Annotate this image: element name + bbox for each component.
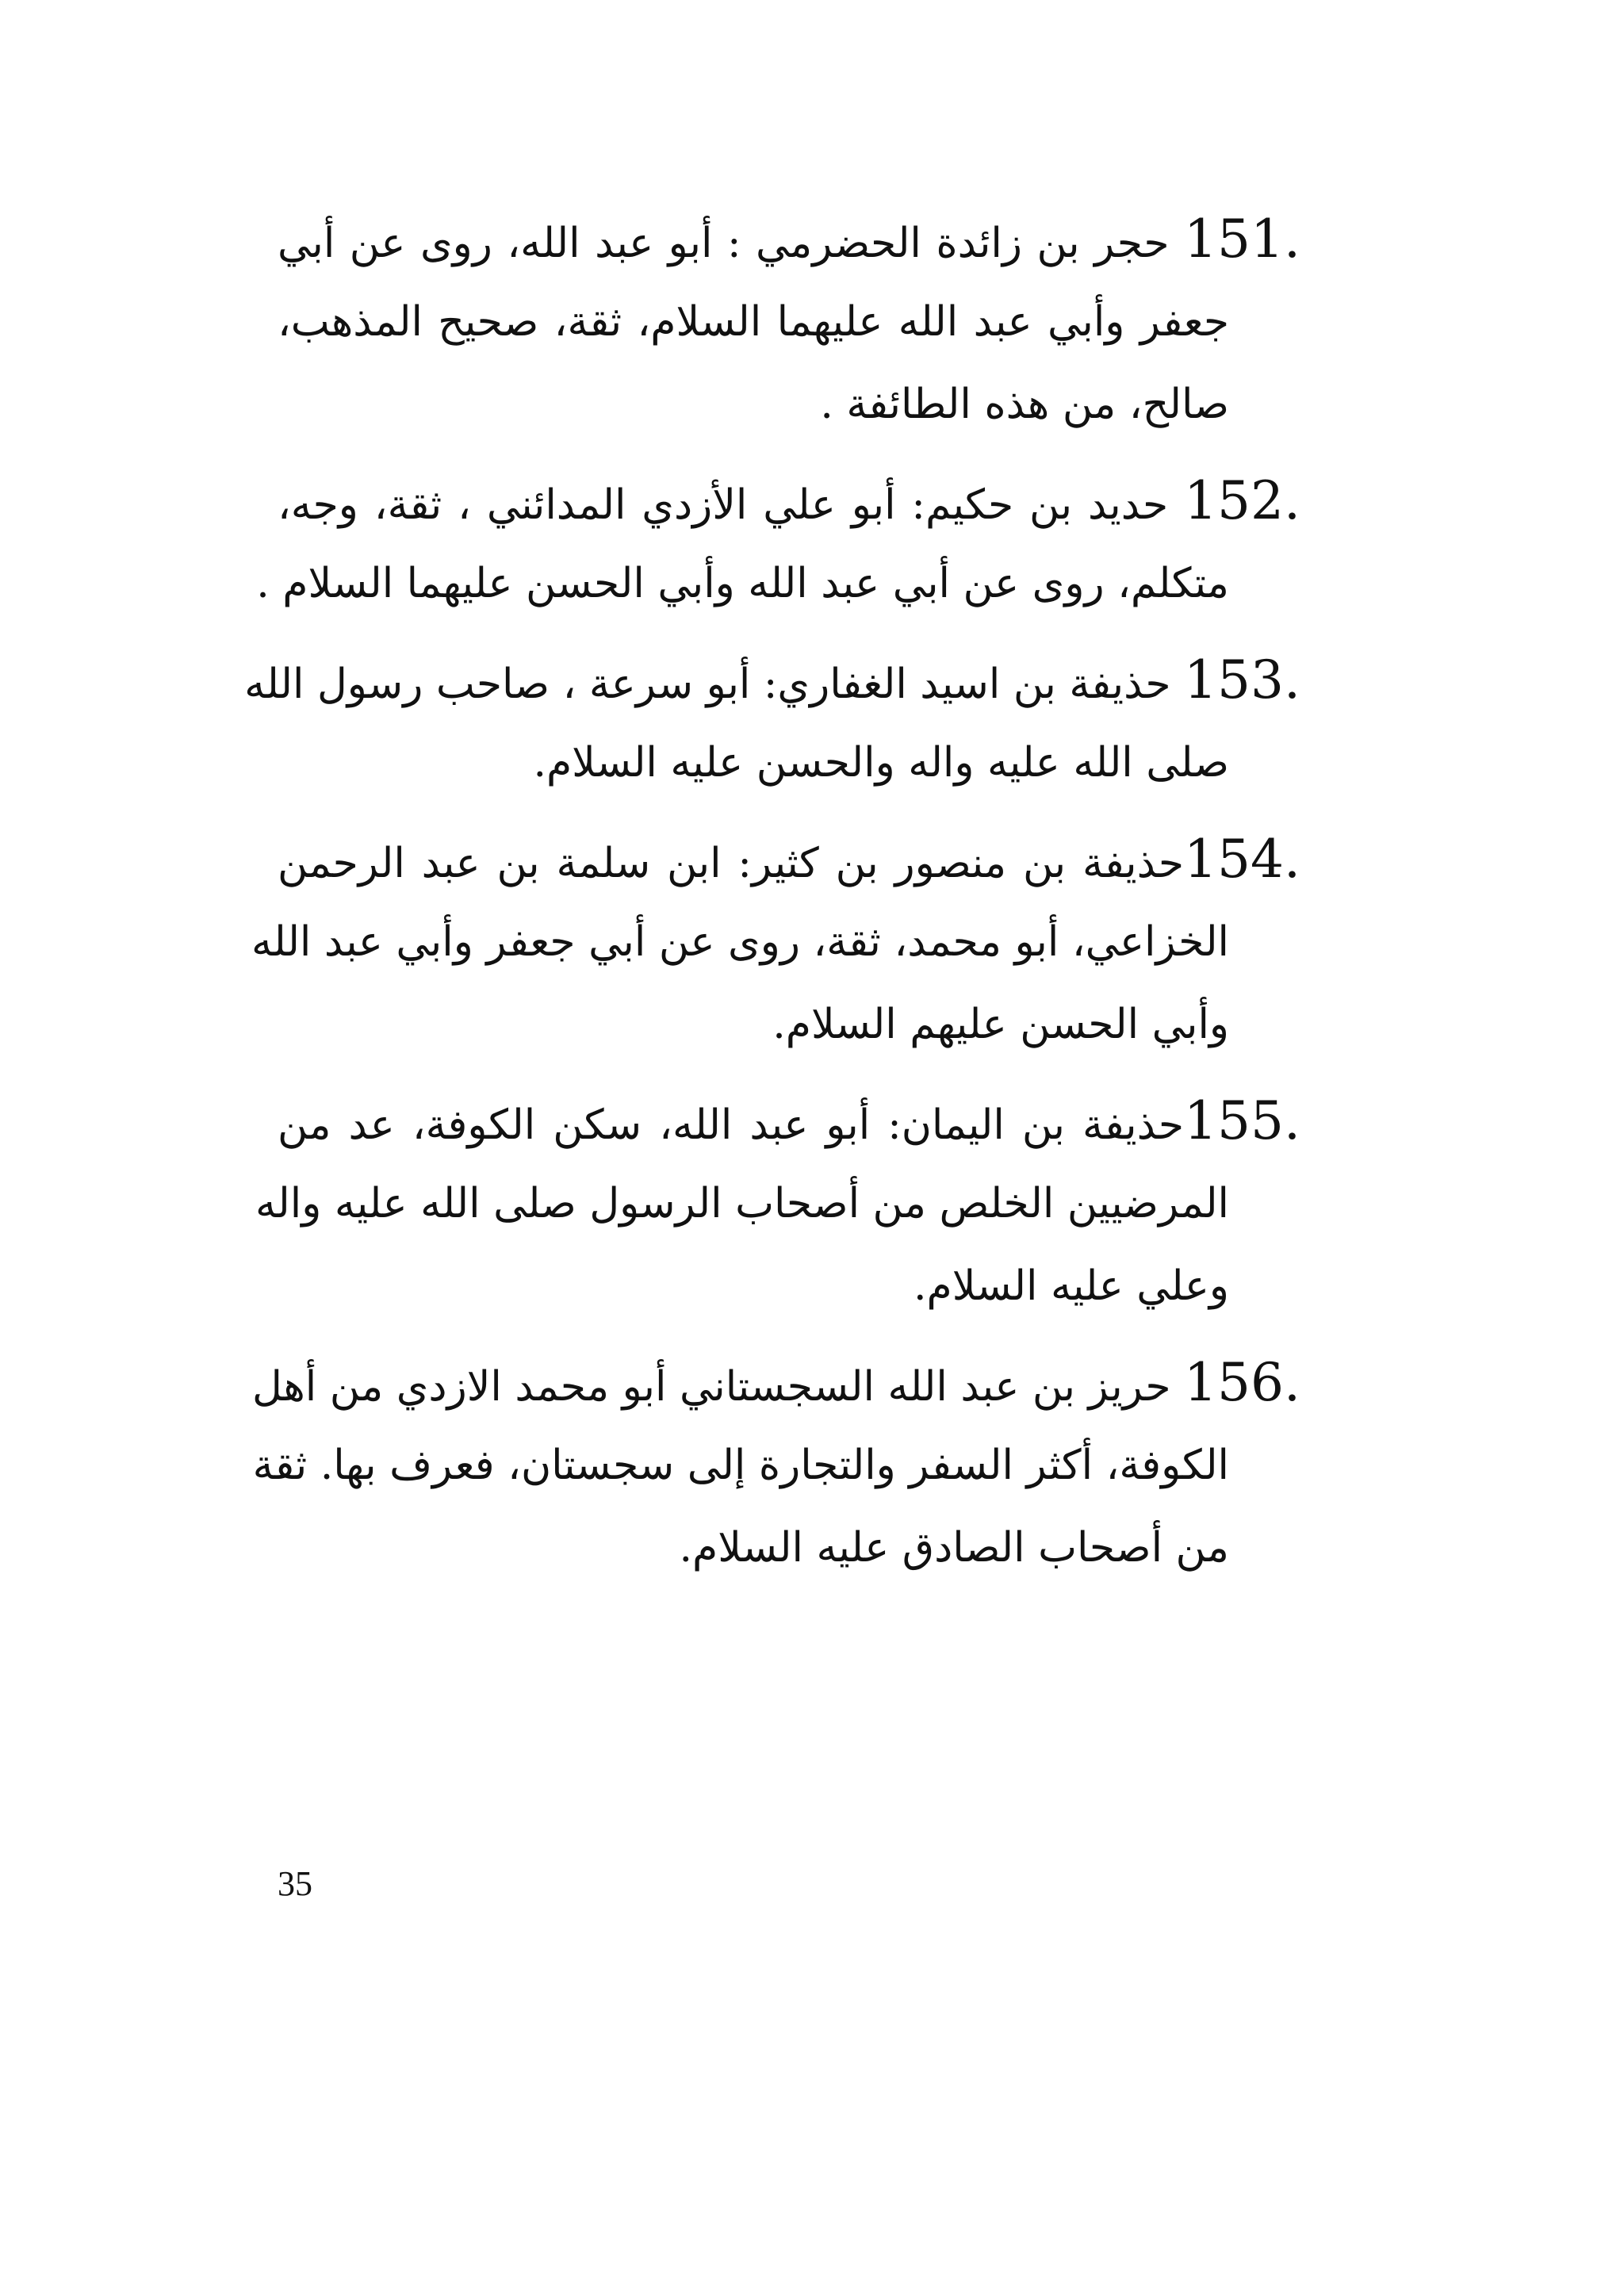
entry-text: حجر بن زائدة الحضرمي : أبو عبد الله، روى عن أبي [278,220,1170,267]
entry-number: 152. [1184,470,1301,531]
entry-number: 153. [1184,649,1300,710]
entry-line [278,460,1300,542]
entry-line [251,1342,1300,1424]
entry-line: الكوفة، أكثر السفر والتجارة إلى سجستان، فعرف بها. ثقة [252,1442,1229,1489]
entry-number: 155. [1184,1090,1300,1151]
entry-text: حذيفة بن اسيد الغفاري: أبو سرعة ، صاحب رسول الله [244,661,1171,708]
entry-line: من أصحاب الصادق عليه السلام. [679,1524,1229,1572]
entry-156 [251,1342,1300,1589]
entry-line [244,639,1300,722]
entry-line: صلى الله عليه واله والحسن عليه السلام. [533,739,1229,787]
entry-154 [251,818,1300,1066]
entry-151 [278,198,1300,446]
entry-text: حريز بن عبد الله السجستاني أبو محمد الازدي من أهل [251,1363,1171,1411]
entry-number: 156. [1184,1352,1300,1413]
entry-line: وعلي عليه السلام. [914,1262,1229,1310]
entry-line [278,198,1300,281]
entry-line: المرضيين الخلص من أصحاب الرسول صلى الله عليه واله [255,1180,1229,1227]
entry-text: حديد بن حكيم: أبو علي الأزدي المدائني ، ثقة، وجه، [278,481,1169,529]
entry-line: جعفر وأبي عبد الله عليهما السلام، ثقة، صحيح المذهب، [278,298,1229,346]
entry-155 [255,1080,1300,1327]
entry-number: 154. [1184,829,1300,890]
entry-line [278,818,1300,901]
entry-line [278,1080,1300,1162]
entry-153 [244,639,1300,804]
entry-text: حذيفة بن اليمان: أبو عبد الله، سكن الكوفة، عد من [278,1101,1185,1149]
entry-text: حذيفة بن منصور بن كثير: ابن سلمة بن عبد الرحمن [278,840,1185,887]
entry-152 [256,460,1301,625]
entry-line: الخزاعي، أبو محمد، ثقة، روى عن أبي جعفر وأبي عبد الله [251,918,1229,966]
biographical-entries [244,198,1301,1603]
entry-line: وأبي الحسن عليهم السلام. [772,1001,1229,1048]
entry-number: 151. [1184,209,1300,270]
entry-line: صالح، من هذه الطائفة . [820,381,1229,428]
page-number: 35 [278,1864,312,1903]
entry-line: متكلم، روى عن أبي عبد الله وأبي الحسن عليهما السلام . [256,560,1229,607]
